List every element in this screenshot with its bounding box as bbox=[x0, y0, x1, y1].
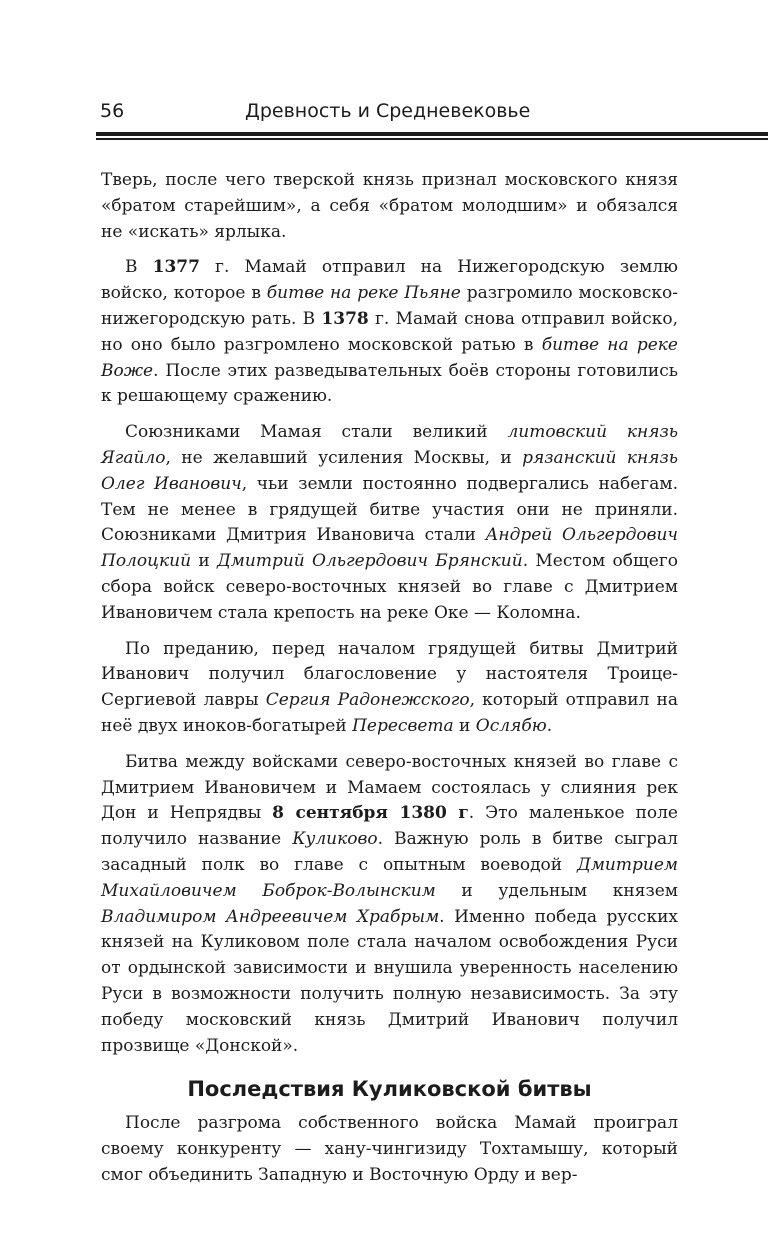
running-head-title: Древность и Средневековье bbox=[245, 100, 531, 122]
bold-text: 8 сентября 1380 г bbox=[272, 803, 469, 824]
body-text bbox=[101, 168, 678, 1189]
italic-text: Ослябю bbox=[475, 715, 547, 736]
text-run: и удельным князем bbox=[435, 880, 678, 901]
text-run: По преданию, перед началом грядущей битвы Дмитрий Иванович получил благословение у настоятеля Троице-Сергиевой лавры bbox=[101, 638, 678, 711]
italic-text: битве на реке Пьяне bbox=[266, 283, 461, 304]
bold-text: 1377 bbox=[152, 257, 200, 278]
paragraph bbox=[101, 255, 678, 410]
header-rule-thin bbox=[96, 138, 768, 140]
text-run: . Местом общего сбора войск северо-восточных князей во главе с Дмитрием Ивановичем стала крепость на реке Оке — Коломна. bbox=[101, 551, 679, 623]
text-run: г. Мамай снова отправил войско, но оно было разгромлено московской ратью в bbox=[101, 308, 678, 355]
text-run: разгромило московско-нижегородскую рать. В bbox=[101, 283, 679, 329]
italic-text: битве на реке Воже bbox=[101, 334, 678, 381]
italic-text: Владимиром Андреевичем Храбрым bbox=[101, 906, 440, 927]
text-run: , который отправил на неё двух иноков-богатырей bbox=[101, 690, 678, 736]
paragraph bbox=[101, 750, 678, 1060]
text-run: . После этих разведывательных боёв стороны готовились к решающему сражению. bbox=[101, 360, 678, 407]
italic-text: рязанский князь Олег Иванович bbox=[101, 447, 678, 494]
text-run: г. Мамай отправил на Нижегородскую землю войско, которое в bbox=[101, 257, 678, 304]
italic-text: Дмитрий Ольгердович Брянский bbox=[216, 551, 523, 572]
text-run: . Именно победа русских князей на Куликовом поле стала началом освобождения Руси от ордынской зависимости и внушила уверенность населению Руси в возможности получить полную независимость. За эту победу московский князь Дмитрий Иванович получил прозвище «Донской». bbox=[101, 906, 678, 1056]
text-run: Тверь, после чего тверской князь признал московского князя «братом старейшим», а себя «братом молодшим» и обязался не «искать» ярлыка. bbox=[101, 170, 678, 242]
text-run: и bbox=[453, 715, 476, 736]
page-number: 56 bbox=[100, 100, 125, 122]
italic-text: Андрей Ольгердович Полоцкий bbox=[101, 525, 679, 572]
italic-text: Дмитрием Михайловичем Боброк-Волынским bbox=[101, 854, 678, 901]
bold-text: 1378 bbox=[321, 308, 369, 329]
section-heading: Последствия Куликовской битвы bbox=[187, 1077, 592, 1102]
paragraph bbox=[101, 1111, 678, 1188]
italic-text: Сергия Радонежского bbox=[265, 690, 470, 711]
text-run: . bbox=[546, 715, 553, 736]
italic-text: Куликово bbox=[292, 829, 378, 850]
text-run: В bbox=[125, 257, 153, 278]
text-run: , не желавший усиления Москвы, и bbox=[165, 447, 523, 468]
paragraphs-after-heading bbox=[101, 1111, 678, 1188]
italic-text: литовский князь Ягайло bbox=[101, 422, 678, 468]
text-run: и bbox=[191, 551, 217, 572]
text-run: Битва между войсками северо-восточных князей во главе с Дмитрием Ивановичем и Мамаем состоялась у слияния рек Дон и Непрядвы bbox=[101, 751, 678, 824]
italic-text: Пересвета bbox=[352, 715, 454, 736]
text-run: . Это маленькое поле получило название bbox=[101, 803, 678, 850]
text-run: . Важную роль в битве сыграл засадный полк во главе с опытным воеводой bbox=[101, 829, 678, 875]
text-run: , чьи земли постоянно подвергались набегам. Тем не менее в грядущей битве участия они не приняли. Союзниками Дмитрия Ивановича стали bbox=[101, 473, 678, 546]
paragraph bbox=[101, 168, 678, 245]
paragraphs-before-heading bbox=[101, 168, 678, 1059]
paragraph bbox=[101, 420, 678, 626]
header-rule-thick bbox=[96, 132, 768, 136]
paragraph bbox=[101, 637, 678, 740]
text-run: После разгрома собственного войска Мамай проиграл своему конкуренту — хану-чингизиду Тохтамышу, который смог объединить Западную и Восточную Орду и вер- bbox=[101, 1113, 678, 1185]
text-run: Союзниками Мамая стали великий bbox=[125, 422, 508, 443]
